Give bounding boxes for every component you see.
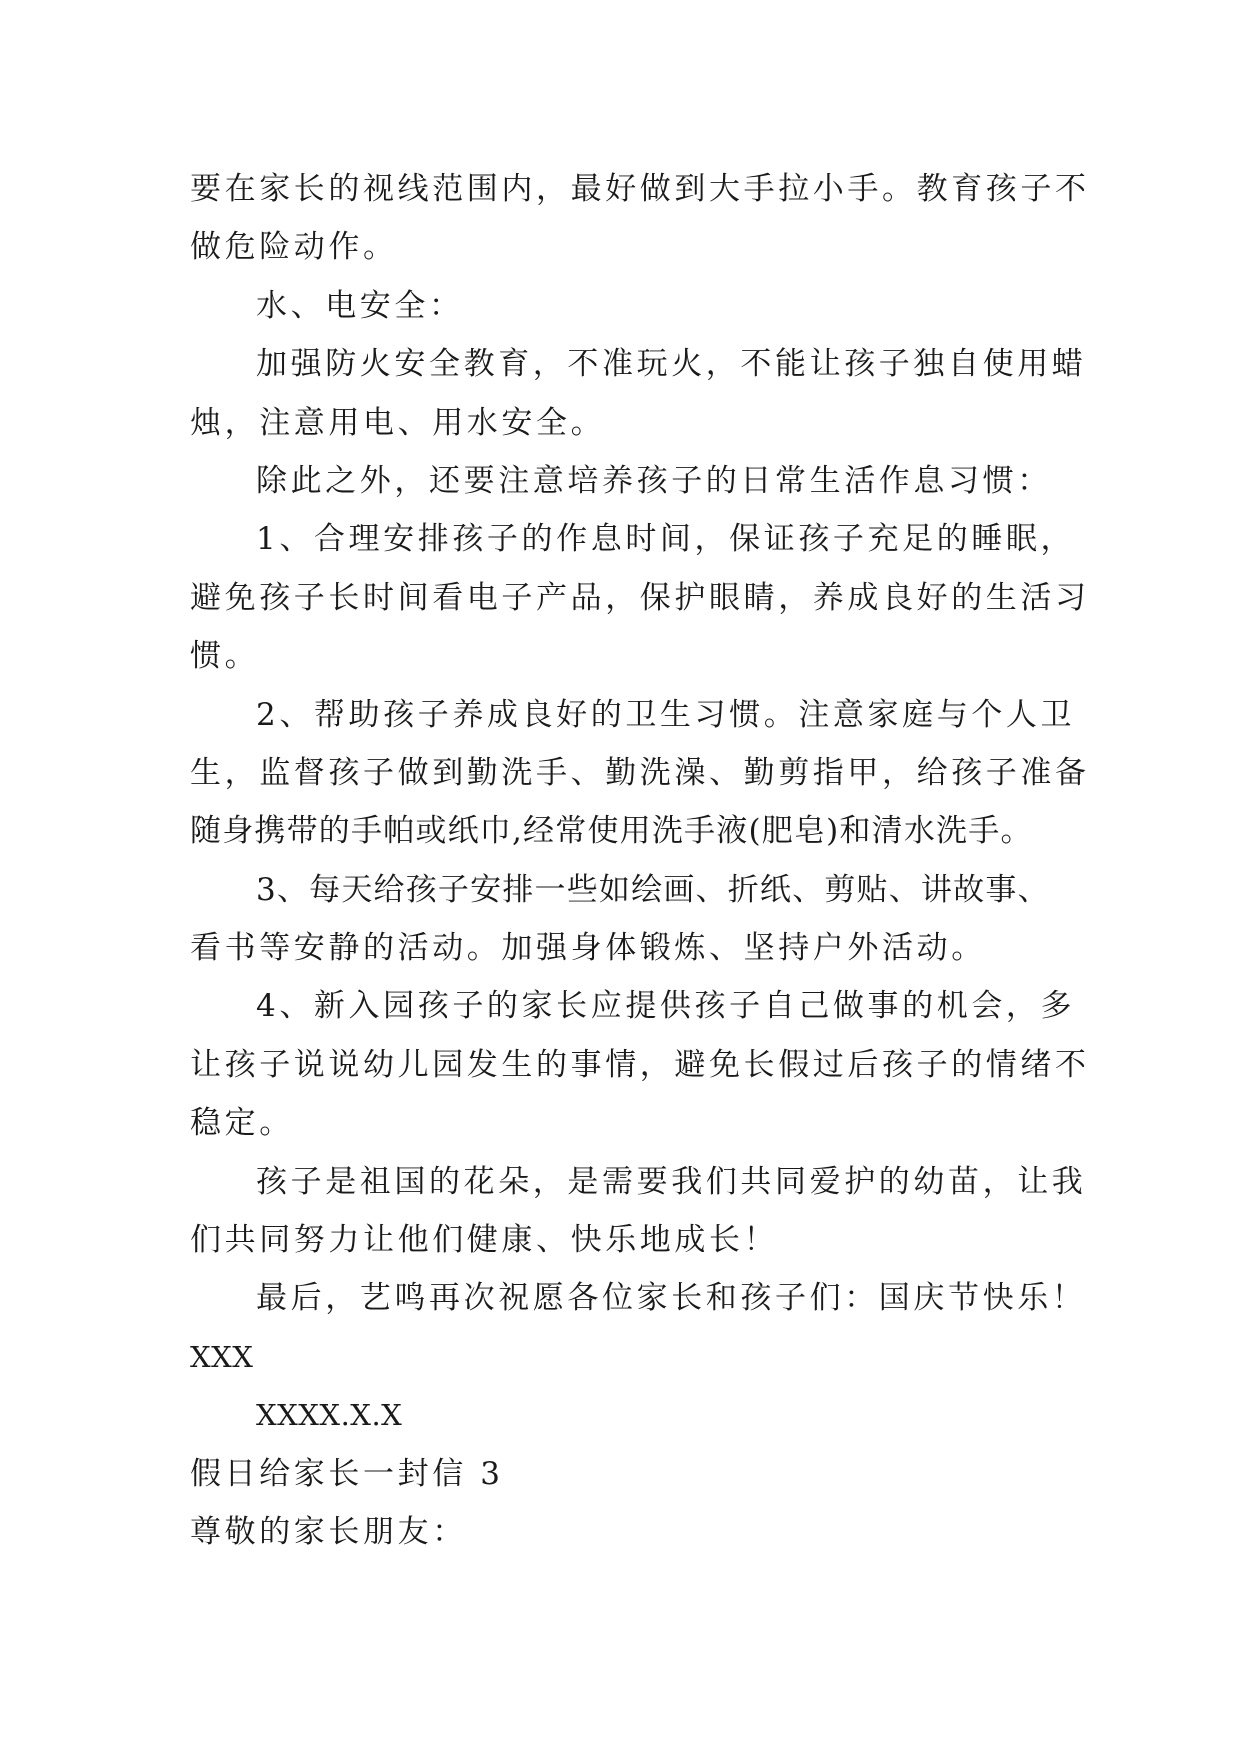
letter-title: 假日给家长一封信 3: [190, 1455, 504, 1492]
section-heading-water-electric-safety: 水、电安全：: [256, 287, 464, 324]
paragraph-line: 加强防火安全教育，不准玩火，不能让孩子独自使用蜡: [256, 346, 1087, 383]
paragraph-line: 生，监督孩子做到勤洗手、勤洗澡、勤剪指甲，给孩子准备: [190, 754, 1090, 791]
list-item-2: 2、帮助孩子养成良好的卫生习惯。注意家庭与个人卫: [256, 696, 1076, 733]
list-item-3: 3、每天给孩子安排一些如绘画、折纸、剪贴、讲故事、: [256, 871, 1050, 908]
paragraph-line: 们共同努力让他们健康、快乐地成长！: [190, 1222, 779, 1259]
paragraph-line: 避免孩子长时间看电子产品，保护眼睛，养成良好的生活习: [190, 579, 1090, 616]
paragraph-line: 看书等安静的活动。加强身体锻炼、坚持户外活动。: [190, 930, 986, 967]
paragraph-line: 孩子是祖国的花朵，是需要我们共同爱护的幼苗，让我: [256, 1163, 1087, 1200]
paragraph-line: 烛，注意用电、用水安全。: [190, 404, 606, 441]
paragraph-line: 稳定。: [190, 1105, 294, 1142]
paragraph-line: 做危险动作。: [190, 229, 398, 266]
paragraph-line: 让孩子说说幼儿园发生的事情，避免长假过后孩子的情绪不: [190, 1046, 1090, 1083]
paragraph-line: 随身携带的手帕或纸巾,经常使用洗手液(肥皂)和清水洗手。: [190, 813, 1033, 850]
closing-greeting: 最后，艺鸣再次祝愿各位家长和孩子们：国庆节快乐！: [256, 1280, 1087, 1317]
signature-name: XXX: [190, 1339, 254, 1374]
paragraph-line: 除此之外，还要注意培养孩子的日常生活作息习惯：: [256, 462, 1052, 499]
letter-salutation: 尊敬的家长朋友：: [190, 1513, 467, 1550]
paragraph-line: 要在家长的视线范围内，最好做到大手拉小手。教育孩子不: [190, 171, 1090, 207]
list-item-4: 4、新入园孩子的家长应提供孩子自己做事的机会，多: [256, 988, 1076, 1025]
document-body: [190, 160, 1090, 1561]
list-item-1: 1、合理安排孩子的作息时间，保证孩子充足的睡眠，: [256, 521, 1076, 558]
paragraph-line: 惯。: [190, 638, 260, 675]
signature-date: XXXX.X.X: [256, 1398, 403, 1433]
